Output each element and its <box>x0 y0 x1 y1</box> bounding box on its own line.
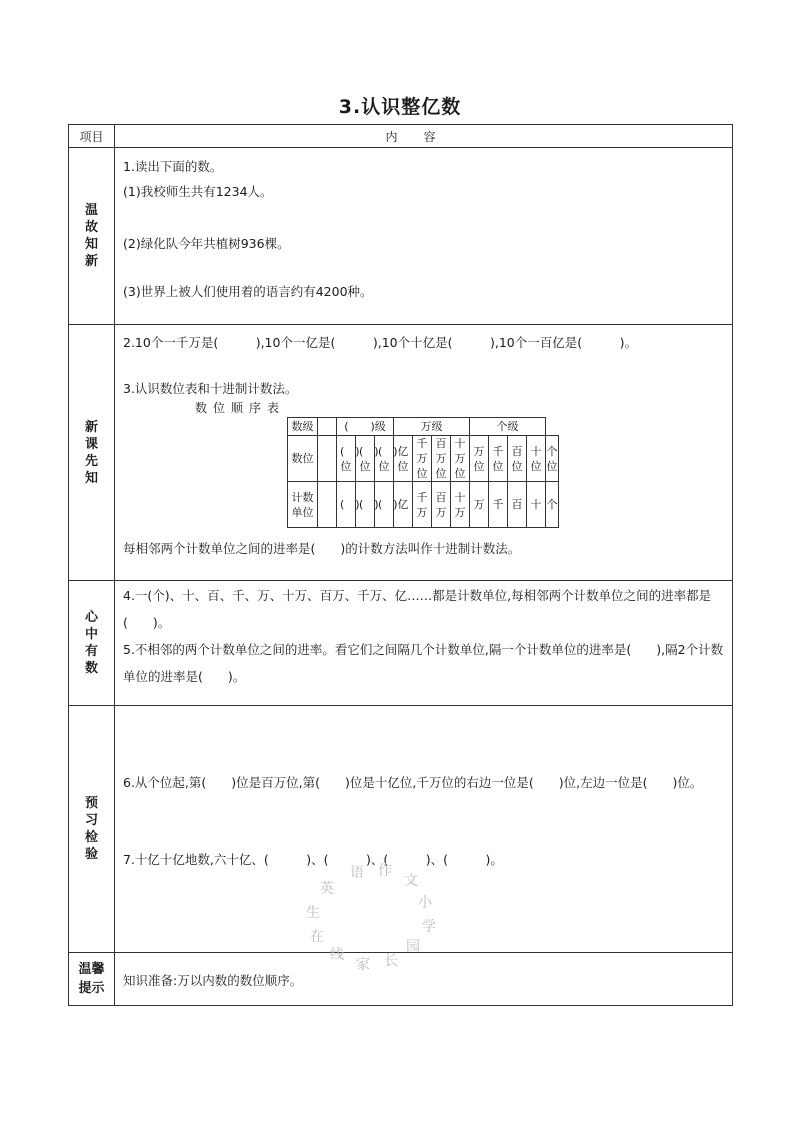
decimal-system-note: 每相邻两个计数单位之间的进率是( )的计数方法叫作十进制计数法。 <box>123 541 521 556</box>
place-cell: 个位 <box>546 436 559 482</box>
place-cell: 亿位 <box>394 436 413 482</box>
place-cell: 百位 <box>508 436 527 482</box>
section-preview <box>69 325 733 581</box>
unit-cell: 十 <box>527 482 546 528</box>
section-label: 新课先知 <box>69 325 115 581</box>
watermark-char: 线 <box>330 947 344 963</box>
watermark-char: 长 <box>384 953 398 969</box>
level-yi: ( )级 <box>337 418 394 436</box>
watermark-char: 生 <box>306 905 320 921</box>
watermark-char: 文 <box>404 873 418 889</box>
place-cell: 十万位 <box>451 436 470 482</box>
watermark-char: 学 <box>422 919 436 935</box>
place-cell: ( )位 <box>375 436 394 482</box>
section-label: 心中有数 <box>69 581 115 706</box>
place-value-table <box>287 417 559 528</box>
level-row <box>288 418 559 436</box>
section-content <box>115 581 733 706</box>
unit-cell: 百万 <box>432 482 451 528</box>
unit-cell: 亿 <box>394 482 413 528</box>
unit-cell: 千 <box>489 482 508 528</box>
place-cell: 十位 <box>527 436 546 482</box>
watermark-char: 语 <box>350 865 364 881</box>
section-label: 温故知新 <box>69 148 115 325</box>
section-content <box>115 148 733 325</box>
level-ge: 个级 <box>470 418 546 436</box>
place-row <box>288 436 559 482</box>
watermark-char: 小 <box>418 895 432 911</box>
blank-cell <box>318 418 337 436</box>
place-cell: 千万位 <box>413 436 432 482</box>
section-mind <box>69 581 733 706</box>
question-7: 7.十亿十亿地数,六十亿、( )、( )、( )、( )。 <box>123 852 503 867</box>
place-value-table-title: 数位顺序表 <box>195 401 286 415</box>
question-3: 3.认识数位表和十进制计数法。 <box>123 381 298 396</box>
place-cell: 百万位 <box>432 436 451 482</box>
level-wan: 万级 <box>394 418 470 436</box>
page-title: 3.认识整亿数 <box>338 96 462 118</box>
place-cell: ( )位 <box>337 436 356 482</box>
watermark-char: 英 <box>320 881 334 897</box>
watermark <box>300 860 440 973</box>
unit-cell: 万 <box>470 482 489 528</box>
unit-cell: 十万 <box>451 482 470 528</box>
header-item: 项目 <box>69 125 115 148</box>
watermark-char: 园 <box>406 939 420 955</box>
unit-row <box>288 482 559 528</box>
unit-cell: 千万 <box>413 482 432 528</box>
question-1b: (2)绿化队今年共植树936棵。 <box>123 236 290 251</box>
question-4: 4.一(个)、十、百、千、万、十万、百万、千万、亿……都是计数单位,每相邻两个计数单位之间的进率都是( )。 <box>123 588 712 630</box>
row-header-level: 数级 <box>288 418 318 436</box>
section-review <box>69 148 733 325</box>
row-header-place: 数位 <box>288 436 318 482</box>
question-1c: (3)世界上被人们使用着的语言约有4200种。 <box>123 284 373 299</box>
place-cell: 千位 <box>489 436 508 482</box>
place-cell: ( )位 <box>356 436 375 482</box>
place-cell: 万位 <box>470 436 489 482</box>
unit-cell: 百 <box>508 482 527 528</box>
watermark-char: 家 <box>356 957 370 973</box>
blank-cell <box>318 482 337 528</box>
tip-text: 知识准备:万以内数的数位顺序。 <box>123 973 303 988</box>
question-6: 6.从个位起,第( )位是百万位,第( )位是十亿位,千万位的右边一位是( )位,左边一位是( )位。 <box>123 775 703 790</box>
unit-cell: ( ) <box>375 482 394 528</box>
section-label: 预习检验 <box>69 706 115 953</box>
question-1: 1.读出下面的数。 <box>123 159 223 174</box>
question-2: 2.10个一千万是( ),10个一亿是( ),10个十亿是( ),10个一百亿是( )。 <box>123 335 637 350</box>
question-1a: (1)我校师生共有1234人。 <box>123 184 273 199</box>
unit-cell: ( ) <box>337 482 356 528</box>
section-content <box>115 325 733 581</box>
question-5: 5.不相邻的两个计数单位之间的进率。看它们之间隔几个计数单位,隔一个计数单位的进率是( ),隔2个计数单位的进率是( )。 <box>123 642 724 684</box>
section-label: 温馨提示 <box>69 953 115 1006</box>
unit-cell: 个 <box>546 482 559 528</box>
blank-cell <box>318 436 337 482</box>
row-header-unit: 计数单位 <box>288 482 318 528</box>
unit-cell: ( ) <box>356 482 375 528</box>
watermark-char: 在 <box>310 929 324 945</box>
header-content: 内容 <box>115 125 733 148</box>
header-row <box>69 125 733 148</box>
watermark-char: 作 <box>378 863 392 879</box>
